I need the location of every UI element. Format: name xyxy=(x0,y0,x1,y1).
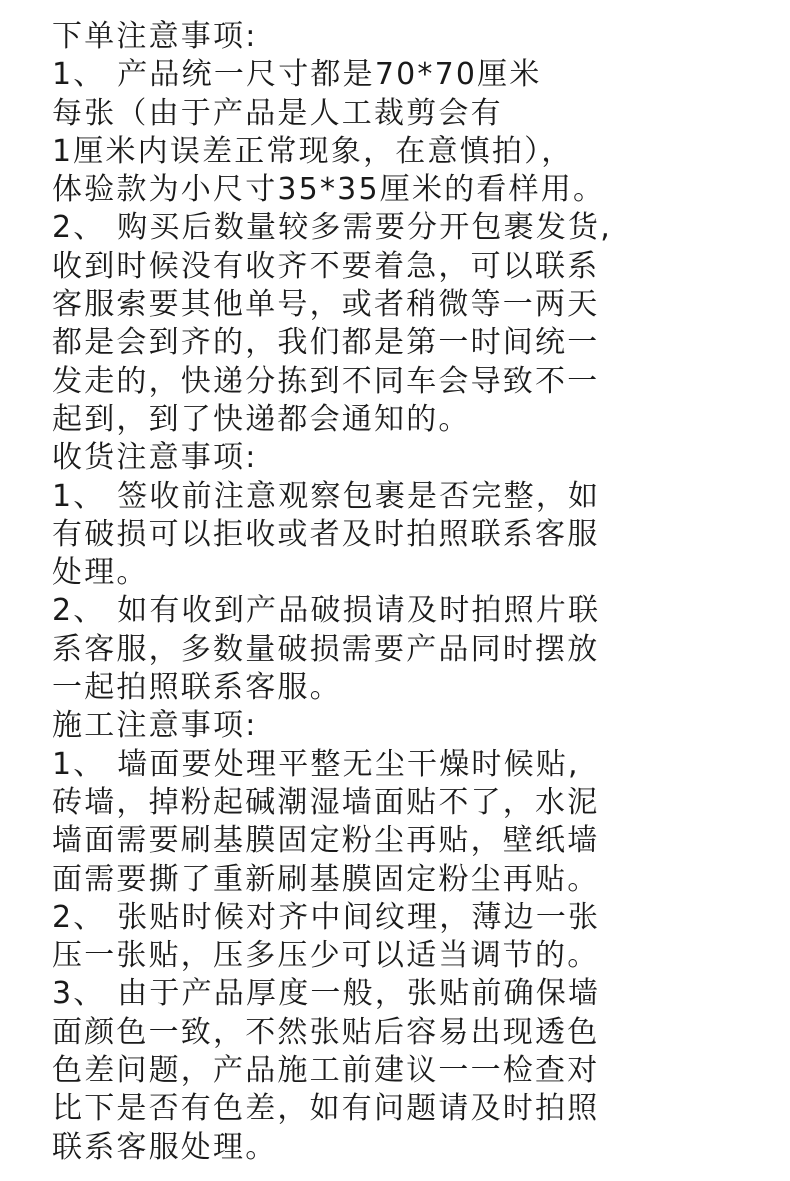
section-heading-receiving-notes: 收货注意事项: xyxy=(52,440,258,476)
text-line: 一起拍照联系客服。 xyxy=(52,670,342,706)
text-line: 压一张贴，压多压少可以适当调节的。 xyxy=(52,938,600,974)
text-line: 3、 由于产品厚度一般，张贴前确保墙 xyxy=(52,976,601,1012)
text-line: 都是会到齐的，我们都是第一时间统一 xyxy=(52,325,600,361)
text-line: 发走的，快递分拣到不同车会导致不一 xyxy=(52,363,600,399)
text-line: 砖墙，掉粉起碱潮湿墙面贴不了，水泥 xyxy=(52,784,600,820)
text-line: 有破损可以拒收或者及时拍照联系客服 xyxy=(52,516,600,552)
text-line: 比下是否有色差，如有问题请及时拍照 xyxy=(52,1091,600,1127)
text-line: 色差问题，产品施工前建议一一检查对 xyxy=(52,1053,600,1089)
text-line: 客服索要其他单号，或者稍微等一两天 xyxy=(52,287,600,323)
text-line: 1、 产品统一尺寸都是70*70厘米 xyxy=(52,57,542,93)
text-line: 体验款为小尺寸35*35厘米的看样用。 xyxy=(52,172,606,208)
text-line: 墙面需要刷基膜固定粉尘再贴，壁纸墙 xyxy=(52,823,600,859)
text-line: 1、 墙面要处理平整无尘干燥时候贴, xyxy=(52,746,580,782)
text-line: 每张（由于产品是人工裁剪会有 xyxy=(52,95,503,131)
text-line: 起到，到了快递都会通知的。 xyxy=(52,401,471,437)
notice-document xyxy=(52,18,762,1167)
text-line: 联系客服处理。 xyxy=(52,1129,278,1165)
text-line: 2、 张贴时候对齐中间纹理，薄边一张 xyxy=(52,899,601,935)
section-heading-installation-notes: 施工注意事项: xyxy=(52,708,258,744)
text-line: 系客服，多数量破损需要产品同时摆放 xyxy=(52,631,600,667)
text-line: 2、 如有收到产品破损请及时拍照片联 xyxy=(52,593,601,629)
section-heading-order-notes: 下单注意事项: xyxy=(52,19,258,54)
text-line: 面需要撕了重新刷基膜固定粉尘再贴。 xyxy=(52,861,600,897)
text-line: 1厘米内误差正常现象，在意慎拍）， xyxy=(52,133,574,169)
text-line: 处理。 xyxy=(52,555,149,591)
text-line: 2、 购买后数量较多需要分开包裹发货, xyxy=(52,210,612,246)
text-line: 1、 签收前注意观察包裹是否完整，如 xyxy=(52,478,601,514)
text-line: 面颜色一致，不然张贴后容易出现透色 xyxy=(52,1014,600,1050)
text-line: 收到时候没有收齐不要着急，可以联系 xyxy=(52,248,600,284)
